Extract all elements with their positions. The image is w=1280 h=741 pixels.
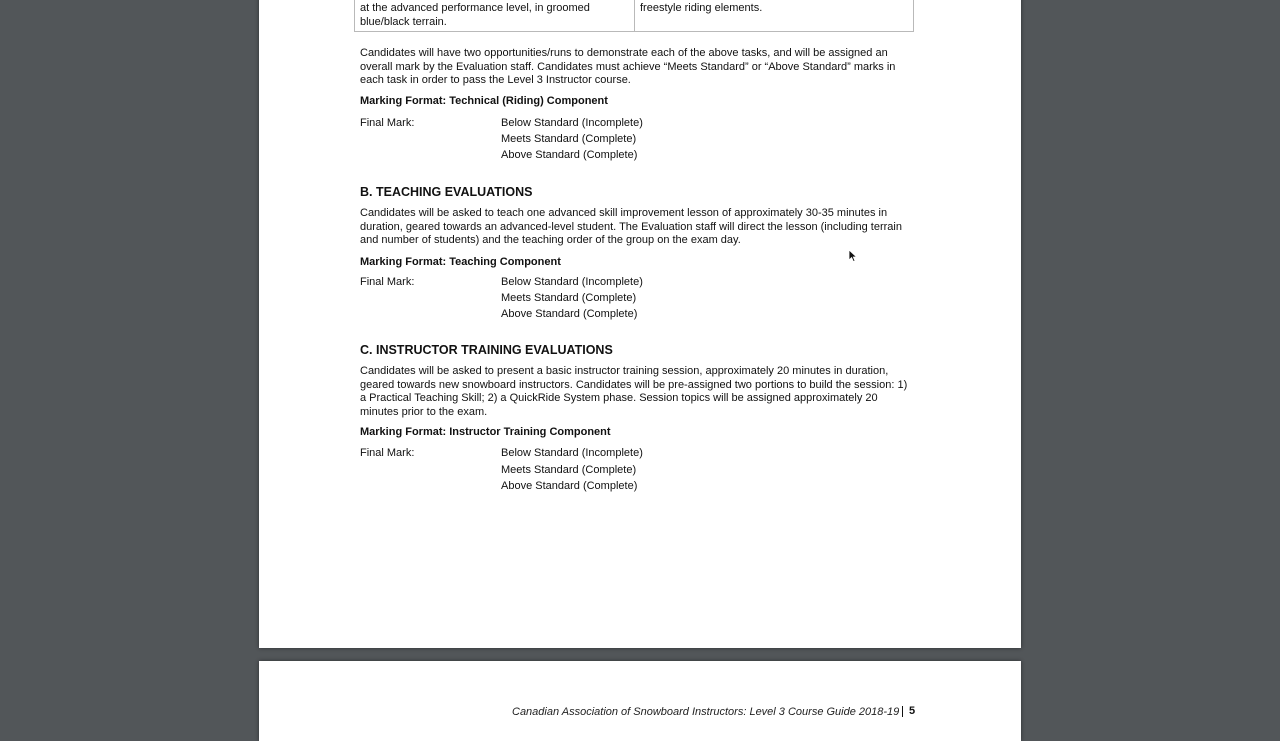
page-number: 5 (902, 706, 915, 717)
table-cell-left: at the advanced performance level, in groomed blue/black terrain. (360, 2, 590, 28)
technical-option-meets: Meets Standard (Complete) (501, 133, 637, 145)
teaching-paragraph: Candidates will be asked to teach one advanced skill improvement lesson of approximately 30-35 minutes in duration, geared towards an advanced-level student. The Evaluation staff will direct the lesson (including terrain and number of students) and the teaching order of the group on the exam day. (360, 207, 902, 247)
teaching-option-meets: Meets Standard (Complete) (501, 292, 637, 304)
mouse-pointer-icon (848, 249, 858, 263)
teaching-heading: B. TEACHING EVALUATIONS (360, 185, 533, 199)
table-divider (634, 0, 635, 31)
teaching-marking-format: Marking Format: Teaching Component (360, 256, 561, 268)
teaching-option-above: Above Standard (Complete) (501, 308, 638, 320)
technical-option-below: Below Standard (Incomplete) (501, 117, 643, 129)
intro-paragraph: Candidates will have two opportunities/runs to demonstrate each of the above tasks, and will be assigned an overall mark by the Evaluation staff. Candidates must achieve “Meets Standard” or “Above Standard” marks in each task in order to pass the Level 3 Instructor course. (360, 47, 896, 87)
instructor-training-option-below: Below Standard (Incomplete) (501, 447, 643, 459)
requirements-table-fragment (354, 0, 914, 32)
technical-final-mark-label: Final Mark: (360, 117, 415, 129)
teaching-option-below: Below Standard (Incomplete) (501, 276, 643, 288)
instructor-training-final-mark-label: Final Mark: (360, 447, 415, 459)
page-footer-text: Canadian Association of Snowboard Instructors: Level 3 Course Guide 2018-19 (512, 706, 900, 718)
instructor-training-marking-format: Marking Format: Instructor Training Component (360, 426, 611, 438)
table-cell-right: freestyle riding elements. (640, 2, 763, 14)
instructor-training-heading: C. INSTRUCTOR TRAINING EVALUATIONS (360, 343, 613, 357)
instructor-training-option-above: Above Standard (Complete) (501, 480, 638, 492)
technical-option-above: Above Standard (Complete) (501, 149, 638, 161)
next-document-page (259, 661, 1021, 741)
teaching-final-mark-label: Final Mark: (360, 276, 415, 288)
instructor-training-paragraph: Candidates will be asked to present a basic instructor training session, approximately 20 minutes in duration, geared towards new snowboard instructors. Candidates will be pre-assigned two portions to build the session: 1) a Practical Teaching Skill; 2) a QuickRide System phase. Session topics will be assigned approximately 20 minutes prior to the exam. (360, 365, 908, 418)
technical-marking-format: Marking Format: Technical (Riding) Component (360, 95, 608, 107)
document-page (259, 0, 1021, 648)
instructor-training-option-meets: Meets Standard (Complete) (501, 464, 637, 476)
